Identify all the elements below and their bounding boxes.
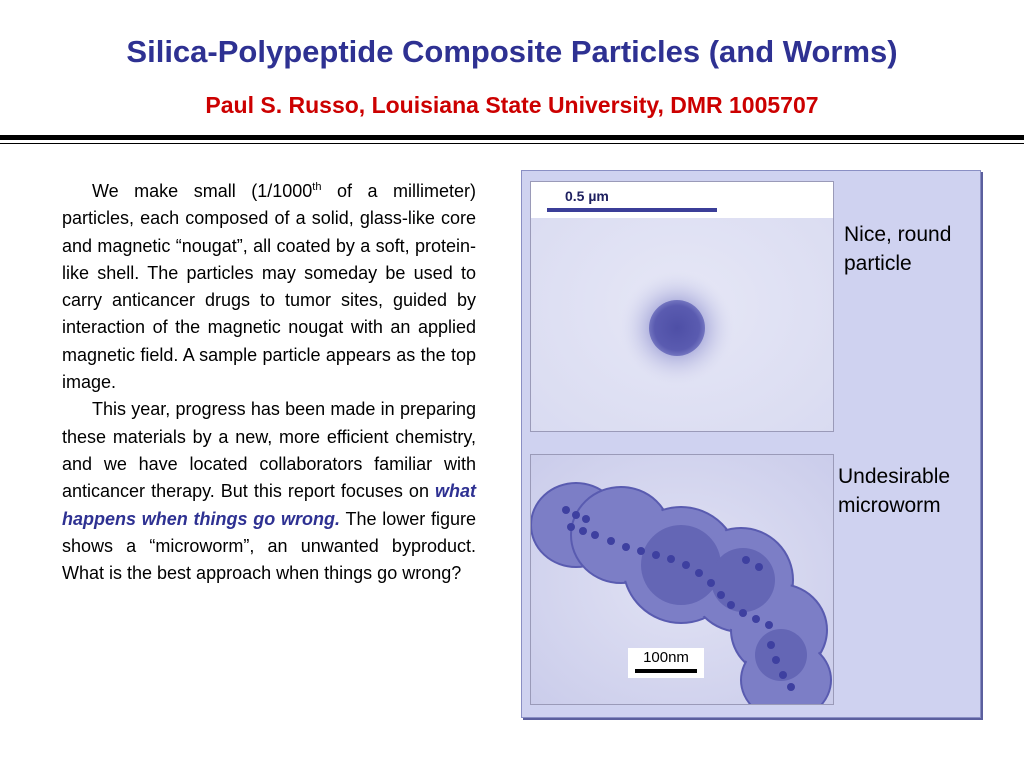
slide-subtitle: Paul S. Russo, Louisiana State University, DMR 1005707 xyxy=(205,92,819,118)
header-divider-thick xyxy=(0,135,1024,140)
p1-text-b: of a millimeter) particles, each composed of a solid, glass-like core and magnetic “nougat”, all coated by a soft, protein-like shell. The particles may someday be used to carry anticancer drugs to tumor sites, guided by interaction of the magnetic nougat with an applied magnetic field. A sample particle appears as the top image. xyxy=(62,181,476,393)
header-divider-thin xyxy=(0,143,1024,144)
p2-text-b: The lower figure shows a “microworm”, an unwanted byproduct. What is the best approach when things go wrong? xyxy=(62,508,477,584)
round-particle-caption: Nice, round particle xyxy=(844,223,952,275)
microworm-caption: Undesirable microworm xyxy=(838,465,951,517)
body-text xyxy=(62,178,476,587)
slide-title: Silica-Polypeptide Composite Particles (and Worms) xyxy=(126,34,898,69)
p2-emphasis: what happens when things go wrong. xyxy=(62,481,476,529)
microworm-image xyxy=(530,454,834,705)
round-particle-image xyxy=(530,181,834,432)
p2-text-a: This year, progress has been made in preparing these materials by a new, more efficient chemistry, and we have located collaborators familiar with anticancer therapy. But this report focuses on xyxy=(62,399,476,502)
scale-bar-label-bottom: 100nm xyxy=(643,649,689,666)
scale-bar-label-top: 0.5 µm xyxy=(565,188,609,204)
p1-text-a: We make small (1/1000 xyxy=(92,181,313,201)
p1-superscript: th xyxy=(312,181,322,193)
paragraph-2 xyxy=(62,396,476,587)
paragraph-1 xyxy=(62,178,476,396)
